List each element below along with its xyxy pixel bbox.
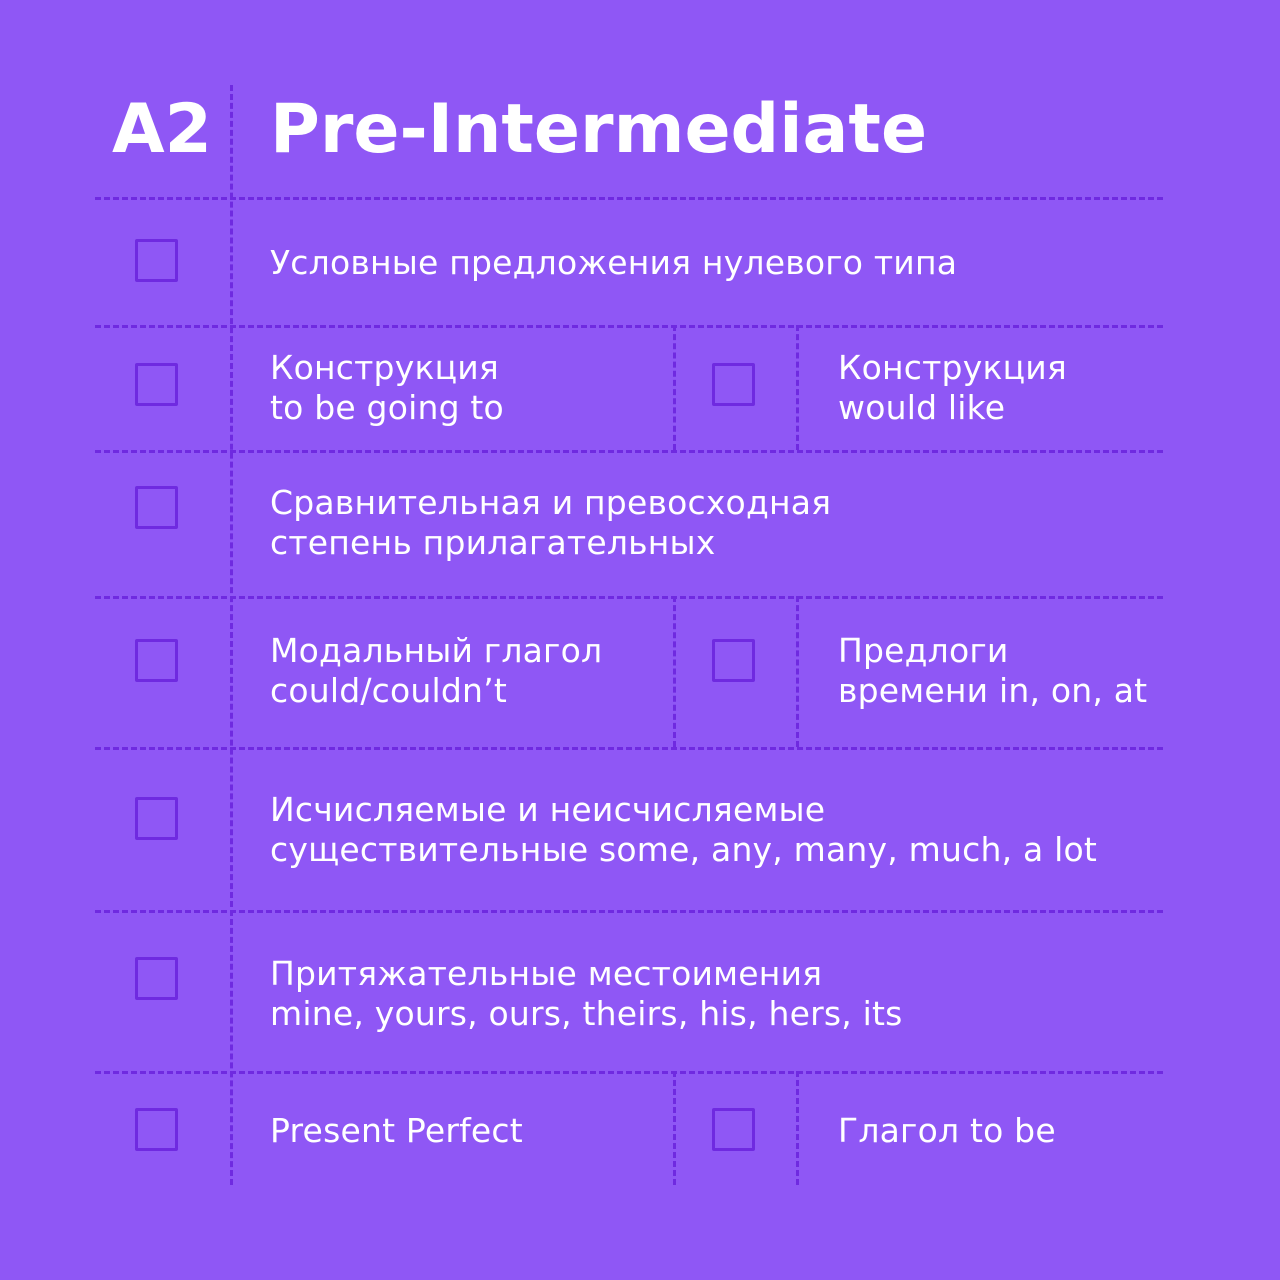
topic-zero-conditional: Условные предложения нулевого типа (270, 243, 958, 282)
split-divider (673, 325, 676, 450)
checkbox-comparatives[interactable] (135, 486, 178, 529)
divider-line (95, 1071, 1163, 1074)
topic-possessive-pronouns: Притяжательные местоимения mine, yours, ours, theirs, his, hers, its (270, 954, 903, 1033)
divider-line (95, 450, 1163, 453)
checkbox-verb-to-be[interactable] (712, 1108, 755, 1151)
checkbox-possessive-pronouns[interactable] (135, 957, 178, 1000)
divider-line (95, 325, 1163, 328)
level-code: A2 (112, 90, 212, 169)
topic-present-perfect: Present Perfect (270, 1111, 523, 1150)
topic-verb-to-be: Глагол to be (838, 1111, 1056, 1150)
checkbox-present-perfect[interactable] (135, 1108, 178, 1151)
split-divider (796, 325, 799, 450)
column-divider (230, 85, 233, 1185)
level-title: Pre-Intermediate (270, 90, 928, 169)
split-divider (796, 1071, 799, 1185)
split-divider (673, 596, 676, 747)
topic-countable-nouns: Исчисляемые и неисчисляемые существительные some, any, many, much, a lot (270, 790, 1097, 869)
split-divider (796, 596, 799, 747)
checkbox-zero-conditional[interactable] (135, 239, 178, 282)
topic-would-like: Конструкция would like (838, 348, 1067, 427)
topic-going-to: Конструкция to be going to (270, 348, 504, 427)
divider-line (95, 747, 1163, 750)
divider-line (95, 197, 1163, 200)
topic-prepositions-time: Предлоги времени in, on, at (838, 631, 1148, 710)
divider-line (95, 596, 1163, 599)
topic-comparatives: Сравнительная и превосходная степень прилагательных (270, 483, 832, 562)
checkbox-could[interactable] (135, 639, 178, 682)
divider-line (95, 910, 1163, 913)
split-divider (673, 1071, 676, 1185)
checkbox-countable-nouns[interactable] (135, 797, 178, 840)
checkbox-prepositions-time[interactable] (712, 639, 755, 682)
topic-could: Модальный глагол could/couldn’t (270, 631, 603, 710)
checkbox-going-to[interactable] (135, 363, 178, 406)
checkbox-would-like[interactable] (712, 363, 755, 406)
